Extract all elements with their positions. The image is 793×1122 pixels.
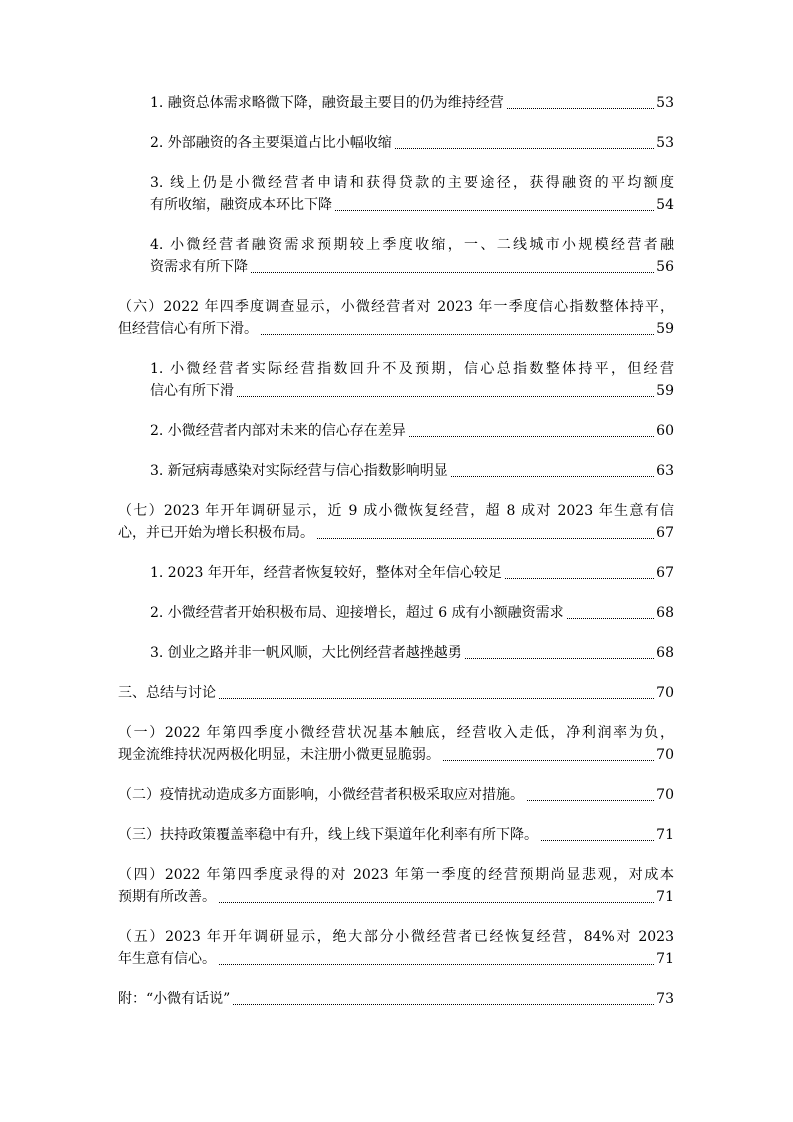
dot-leader: [219, 697, 654, 699]
toc-entry[interactable]: [118, 172, 674, 216]
toc-page-number: 60: [656, 423, 674, 439]
toc-entry[interactable]: [118, 864, 674, 908]
table-of-contents: [118, 92, 674, 1010]
toc-entry[interactable]: [118, 500, 674, 544]
toc-entry-line: （五）2023 年开年调研显示，绝大部分小微经营者已经恢复经营，84%对 2023: [118, 929, 674, 945]
toc-entry[interactable]: [118, 784, 674, 806]
toc-entry[interactable]: [118, 642, 674, 664]
toc-entry-title: 年生意有信心。: [118, 951, 216, 967]
toc-entry[interactable]: [118, 358, 674, 402]
toc-page-number: 63: [656, 463, 674, 479]
toc-entry-line: （一）2022 年第四季度小微经营状况基本触底，经营收入走低，净利润率为负，: [118, 725, 674, 741]
toc-page-number: 67: [656, 525, 674, 541]
toc-entry-title: 2. 小微经营者内部对未来的信心存在差异: [150, 423, 406, 439]
toc-entry[interactable]: [118, 92, 674, 114]
dot-leader: [443, 759, 654, 761]
dot-leader: [317, 537, 654, 539]
toc-page-number: 70: [656, 787, 674, 803]
toc-entry[interactable]: [118, 602, 674, 624]
dot-leader: [505, 577, 654, 579]
toc-entry-title: 1. 2023 年开年，经营者恢复较好，整体对全年信心较足: [150, 565, 502, 581]
toc-page-number: 67: [656, 565, 674, 581]
toc-entry-line: （六）2022 年四季度调查显示，小微经营者对 2023 年一季度信心指数整体持平，: [118, 299, 674, 315]
dot-leader: [541, 839, 654, 841]
toc-entry[interactable]: [118, 722, 674, 766]
toc-page-number: 70: [656, 685, 674, 701]
toc-entry-line: （四）2022 年第四季度录得的对 2023 年第一季度的经营预期尚显悲观，对成本: [118, 867, 674, 883]
dot-leader: [219, 901, 654, 903]
toc-entry-title: 心，并已开始为增长积极布局。: [118, 525, 314, 541]
dot-leader: [233, 1003, 654, 1005]
toc-entry[interactable]: [118, 234, 674, 278]
toc-page-number: 71: [656, 951, 674, 967]
toc-entry[interactable]: [118, 132, 674, 154]
toc-entry[interactable]: [118, 296, 674, 340]
toc-entry-title: （二）疫情扰动造成多方面影响，小微经营者积极采取应对措施。: [118, 787, 524, 803]
toc-entry-title: 2. 外部融资的各主要渠道占比小幅收缩: [150, 135, 392, 151]
toc-entry[interactable]: [118, 682, 674, 704]
dot-leader: [251, 271, 654, 273]
toc-page-number: 73: [656, 991, 674, 1007]
toc-entry[interactable]: [118, 460, 674, 482]
dot-leader: [507, 107, 654, 109]
toc-entry[interactable]: [118, 420, 674, 442]
dot-leader: [451, 475, 654, 477]
toc-entry[interactable]: [118, 824, 674, 846]
toc-entry-title: 但经营信心有所下滑。: [118, 321, 258, 337]
toc-page-number: 53: [656, 135, 674, 151]
toc-page-number: 59: [656, 321, 674, 337]
toc-entry[interactable]: [118, 988, 674, 1010]
toc-page-number: 54: [656, 197, 674, 213]
toc-page-number: 71: [656, 827, 674, 843]
dot-leader: [527, 799, 654, 801]
toc-page-number: 53: [656, 95, 674, 111]
dot-leader: [567, 617, 655, 619]
toc-entry-title: 3. 新冠病毒感染对实际经营与信心指数影响明显: [150, 463, 448, 479]
dot-leader: [261, 333, 654, 335]
toc-entry-title: 资需求有所下降: [150, 259, 248, 275]
toc-entry[interactable]: [118, 562, 674, 584]
toc-entry-title: 信心有所下滑: [150, 383, 234, 399]
dot-leader: [465, 657, 654, 659]
toc-entry-line: 3. 线上仍是小微经营者申请和获得贷款的主要途径，获得融资的平均额度: [150, 175, 674, 191]
toc-page-number: 71: [656, 889, 674, 905]
toc-entry-title: （三）扶持政策覆盖率稳中有升，线上线下渠道年化利率有所下降。: [118, 827, 538, 843]
toc-page-number: 59: [656, 383, 674, 399]
dot-leader: [395, 147, 654, 149]
dot-leader: [237, 395, 654, 397]
toc-entry-title: 有所收缩，融资成本环比下降: [150, 197, 332, 213]
toc-entry-title: 预期有所改善。: [118, 889, 216, 905]
toc-entry-title: 现金流维持状况两极化明显，未注册小微更显脆弱。: [118, 747, 440, 763]
toc-entry-line: 4. 小微经营者融资需求预期较上季度收缩，一、二线城市小规模经营者融: [150, 237, 674, 253]
toc-page-number: 68: [656, 605, 674, 621]
dot-leader: [409, 435, 654, 437]
dot-leader: [219, 963, 654, 965]
toc-entry-title: 三、总结与讨论: [118, 685, 216, 701]
toc-entry[interactable]: [118, 926, 674, 970]
toc-entry-title: 2. 小微经营者开始积极布局、迎接增长，超过 6 成有小额融资需求: [150, 605, 564, 621]
toc-entry-title: 1. 融资总体需求略微下降，融资最主要目的仍为维持经营: [150, 95, 504, 111]
dot-leader: [335, 209, 654, 211]
toc-entry-title: 附：“小微有话说”: [118, 991, 231, 1007]
toc-entry-line: （七）2023 年开年调研显示，近 9 成小微恢复经营，超 8 成对 2023 年生意有信: [118, 503, 674, 519]
toc-entry-line: 1. 小微经营者实际经营指数回升不及预期，信心总指数整体持平，但经营: [150, 361, 674, 377]
toc-page-number: 68: [656, 645, 674, 661]
toc-page-number: 56: [656, 259, 674, 275]
toc-page-number: 70: [656, 747, 674, 763]
toc-entry-title: 3. 创业之路并非一帆风顺，大比例经营者越挫越勇: [150, 645, 462, 661]
